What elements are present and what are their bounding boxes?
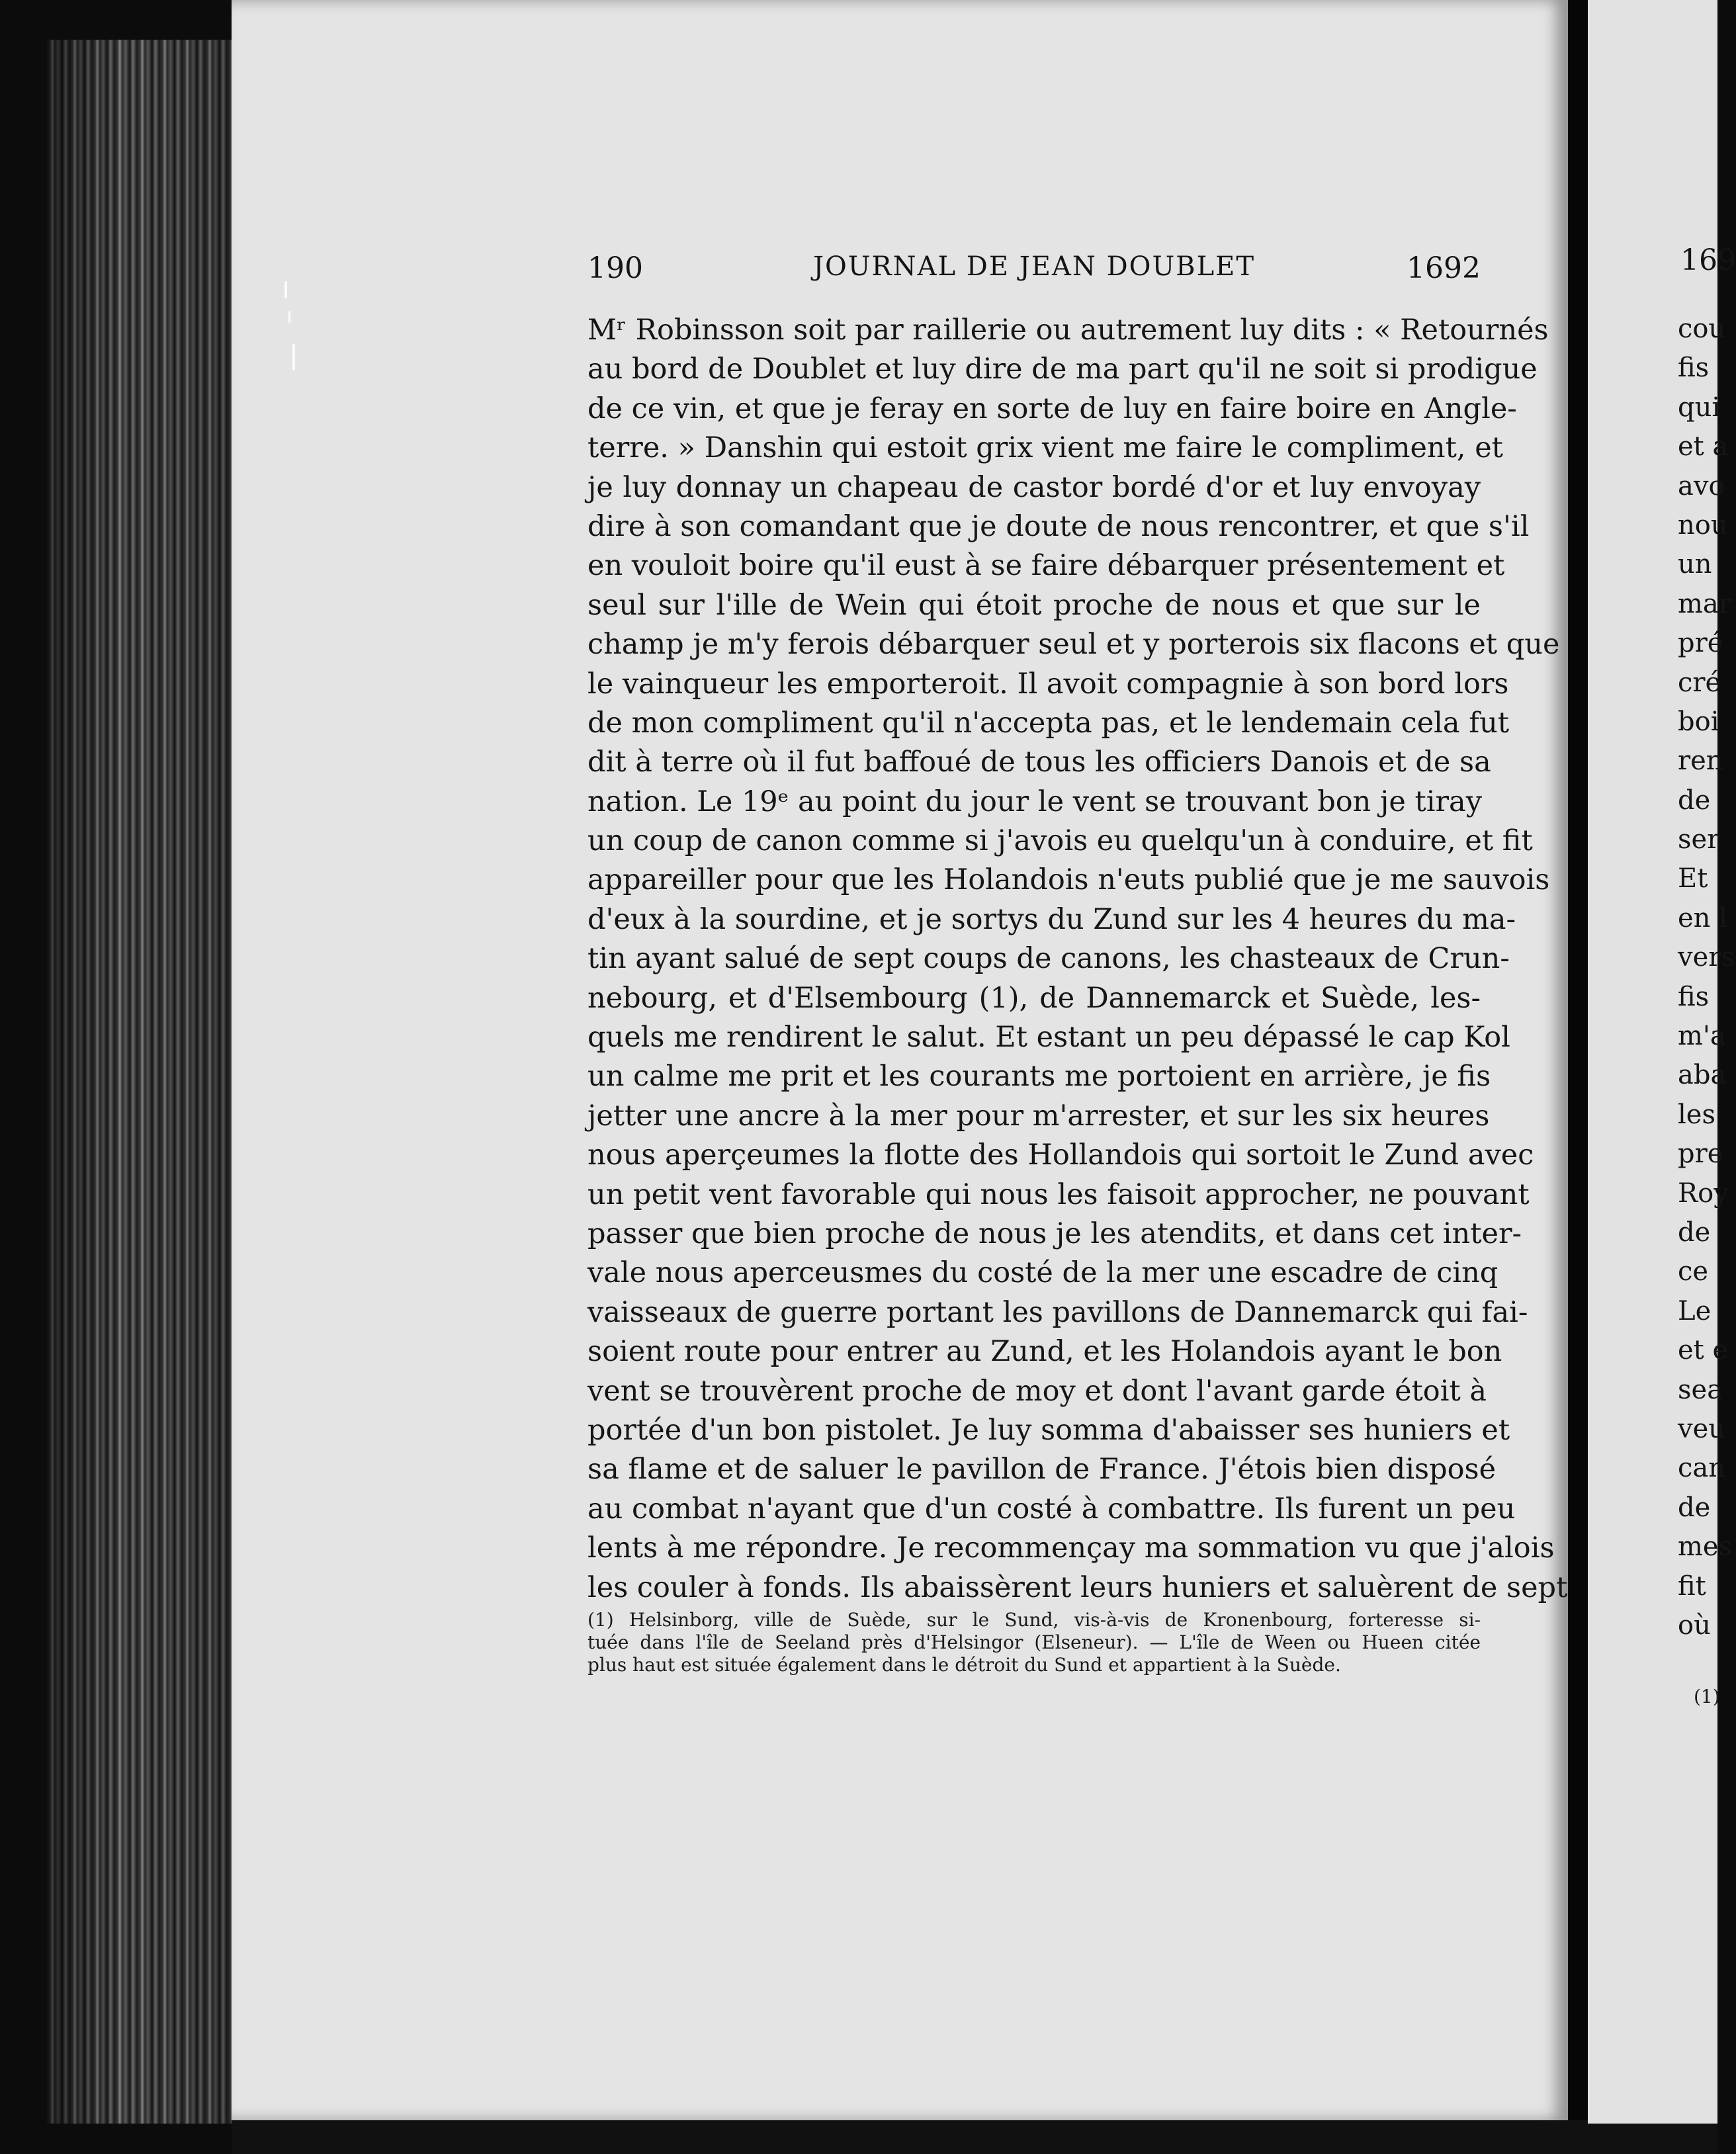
- text-line: ren: [1678, 746, 1723, 777]
- text-line: portée d'un bon pistolet. Je luy somma d'abaisser ses huniers et: [587, 1413, 1510, 1447]
- next-page-footnote: (1): [1694, 1686, 1720, 1707]
- text-line: un calme me prit et les courants me portoient en arrière, je fis: [587, 1060, 1491, 1094]
- text-line: vers: [1678, 942, 1735, 973]
- text-line: vale nous aperceusmes du costé de la mer une escadre de cinq: [587, 1256, 1498, 1290]
- text-line: pre: [1678, 1139, 1723, 1170]
- text-line: Le: [1678, 1295, 1712, 1326]
- body-text: [587, 311, 1568, 1608]
- text-line: dit à terre où il fut baffoué de tous les officiers Danois et de sa: [587, 746, 1491, 779]
- text-line: vent se trouvèrent proche de moy et dont l'avant garde étoit à: [587, 1374, 1487, 1408]
- text-line: un: [1678, 549, 1712, 580]
- text-line: pré: [1678, 628, 1723, 659]
- text-line: fis: [1678, 981, 1710, 1012]
- text-line: cou: [1678, 314, 1726, 344]
- text-line: d'eux à la sourdine, et je sortys du Zund sur les 4 heures du ma-: [587, 902, 1516, 936]
- text-line: jetter une ancre à la mer pour m'arrester, et sur les six heures: [587, 1099, 1490, 1133]
- text-line: tin ayant salué de sept coups de canons, les chasteaux de Crun-: [587, 942, 1510, 976]
- text-line: mar: [1678, 588, 1731, 619]
- footnote-line: (1) Helsinborg, ville de Suède, sur le Sund, vis-à-vis de Kronenbourg, forteresse si-: [587, 1609, 1481, 1631]
- text-line: de mon compliment qu'il n'accepta pas, et le lendemain cela fut: [587, 706, 1510, 740]
- text-line: de: [1678, 1492, 1711, 1523]
- text-line: et e: [1678, 1335, 1729, 1366]
- page-number: 190: [587, 251, 643, 285]
- text-line: fit: [1678, 1571, 1706, 1602]
- text-line: mes: [1678, 1531, 1733, 1563]
- text-line: les couler à fonds. Ils abaissèrent leurs huniers et saluèrent de sept: [587, 1571, 1568, 1604]
- text-line: passer que bien proche de nous je les atendits, et dans cet inter-: [587, 1217, 1522, 1250]
- text-line: de ce vin, et que je feray en sorte de luy en faire boire en Angle-: [587, 392, 1517, 425]
- text-line: m'a: [1678, 1021, 1726, 1052]
- text-line: de: [1678, 785, 1711, 816]
- text-line: en l: [1678, 902, 1727, 933]
- text-line: un petit vent favorable qui nous les faisoit approcher, ne pouvant: [587, 1178, 1530, 1211]
- footnote-line: tuée dans l'île de Seeland près d'Helsingor (Elseneur). — L'île de Ween ou Hueen citée: [587, 1631, 1481, 1653]
- right-page-fragment: [1588, 0, 1736, 2124]
- text-line: champ je m'y ferois débarquer seul et y porterois six flacons et que: [587, 628, 1560, 662]
- book-gutter: [1568, 0, 1588, 2154]
- text-line: boi: [1678, 706, 1719, 737]
- running-header: [587, 251, 1481, 298]
- text-line: soient route pour entrer au Zund, et les Holandois ayant le bon: [587, 1335, 1502, 1369]
- text-line: veu: [1678, 1413, 1726, 1444]
- text-line: le vainqueur les emporteroit. Il avoit compagnie à son bord lors: [587, 667, 1509, 701]
- text-line: aba: [1678, 1060, 1727, 1091]
- text-line: qui: [1678, 392, 1721, 423]
- text-line: dire à son comandant que je doute de nous rencontrer, et que s'il: [587, 509, 1530, 543]
- text-line: terre. » Danshin qui estoit grix vient me faire le compliment, et: [587, 431, 1503, 465]
- text-line: appareiller pour que les Holandois n'euts publié que je me sauvois: [587, 863, 1550, 897]
- text-line: les: [1678, 1099, 1715, 1130]
- next-page-header: 169: [1680, 243, 1736, 277]
- text-line: au bord de Doublet et luy dire de ma part qu'il ne soit si prodigue: [587, 353, 1538, 386]
- text-line: je luy donnay un chapeau de castor bordé d'or et luy envoyay: [587, 470, 1481, 504]
- footnote-line: plus haut est située également dans le détroit du Sund et appartient à la Suède.: [587, 1654, 1341, 1676]
- next-page-text: [1678, 310, 1735, 1645]
- text-line: sea: [1678, 1374, 1723, 1405]
- text-line: nou: [1678, 509, 1728, 540]
- running-title: JOURNAL DE JEAN DOUBLET: [812, 251, 1256, 282]
- scan-bottom-edge: [232, 2120, 1717, 2154]
- scan-speck: [292, 344, 295, 370]
- text-line: Et: [1678, 863, 1708, 894]
- text-line: lents à me répondre. Je recommençay ma sommation vu que j'alois: [587, 1531, 1555, 1565]
- text-line: nebourg, et d'Elsembourg (1), de Dannemarck et Suède, les-: [587, 981, 1481, 1015]
- text-line: sa flame et de saluer le pavillon de France. J'étois bien disposé: [587, 1453, 1497, 1486]
- page-edges: [46, 40, 238, 2124]
- text-line: nous aperçeumes la flotte des Hollandois qui sortoit le Zund avec: [587, 1139, 1534, 1172]
- text-line: vaisseaux de guerre portant les pavillons de Dannemarck qui fai-: [587, 1295, 1528, 1329]
- text-line: ce: [1678, 1256, 1709, 1287]
- text-line: de: [1678, 1217, 1711, 1248]
- scan-speck: [288, 311, 290, 323]
- text-line: quels me rendirent le salut. Et estant un peu dépassé le cap Kol: [587, 1021, 1510, 1055]
- text-line: can: [1678, 1453, 1726, 1484]
- text-line: cré: [1678, 667, 1721, 698]
- text-line: un coup de canon comme si j'avois eu quelqu'un à conduire, et fit: [587, 824, 1533, 858]
- header-year: 1692: [1407, 251, 1481, 285]
- text-line: ser: [1678, 824, 1720, 855]
- text-line: en vouloit boire qu'il eust à se faire débarquer présentement et: [587, 549, 1505, 583]
- text-line: Mʳ Robinsson soit par raillerie ou autrement luy dits : « Retournés: [587, 314, 1549, 347]
- text-line: avo: [1678, 470, 1725, 501]
- text-line: au combat n'ayant que d'un costé à combattre. Ils furent un peu: [587, 1492, 1516, 1526]
- footnote: [587, 1609, 1481, 1676]
- text-line: seul sur l'ille de Wein qui étoit proche de nous et que sur le: [587, 588, 1481, 622]
- text-line: et a: [1678, 431, 1729, 462]
- text-line: fis: [1678, 353, 1710, 384]
- text-line: Roy: [1678, 1178, 1729, 1209]
- text-line: nation. Le 19ᵉ au point du jour le vent se trouvant bon je tiray: [587, 785, 1482, 818]
- text-line: où: [1678, 1610, 1711, 1641]
- scan-speck: [284, 281, 287, 298]
